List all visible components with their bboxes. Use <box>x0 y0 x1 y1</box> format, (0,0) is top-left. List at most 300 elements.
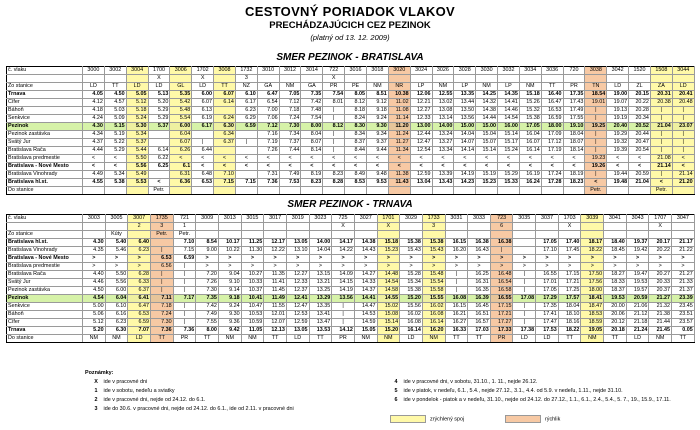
timetable-cell <box>581 223 604 231</box>
timetable-cell: 14.38 <box>476 107 498 115</box>
timetable-cell: 3033 <box>468 215 491 223</box>
timetable-cell: 6.16 <box>105 311 128 319</box>
timetable-cell: 3016 <box>345 67 367 75</box>
timetable-cell: 19.13 <box>607 107 629 115</box>
timetable-cell: 17.09 <box>541 131 563 139</box>
timetable-cell: TT <box>150 335 173 343</box>
timetable-cell: 14.32 <box>476 99 498 107</box>
timetable-cell: 13.35 <box>309 303 332 311</box>
timetable-cell: 20.48 <box>672 99 694 107</box>
timetable-cell: 6.47 <box>257 91 279 99</box>
timetable-cell: 5.46 <box>105 247 128 255</box>
timetable-cell: < <box>410 155 432 163</box>
timetable-cell: < <box>432 163 454 171</box>
timetable-cell: 5.50 <box>126 155 148 163</box>
timetable-cell: 3003 <box>83 215 106 223</box>
timetable-cell: 3018 <box>366 67 388 75</box>
timetable-cell: 7.17 <box>173 295 196 303</box>
timetable-cell: 14.55 <box>377 295 400 303</box>
timetable-cell: X <box>148 75 170 83</box>
timetable-cell: | <box>672 147 694 155</box>
timetable-cell: 11.14 <box>388 115 410 123</box>
timetable-cell: 21.44 <box>649 319 672 327</box>
timetable-cell: 5.34 <box>104 171 126 179</box>
timetable-cell: > <box>581 255 604 263</box>
timetable-cell <box>377 231 400 239</box>
timetable-cell: 5.20 <box>83 327 106 335</box>
timetable-cell: > <box>536 255 559 263</box>
timetable-cell: 15.18 <box>519 91 541 99</box>
timetable-cell <box>301 75 323 83</box>
timetable-cell <box>445 223 468 231</box>
timetable-cell: < <box>476 155 498 163</box>
note-key: 1 <box>94 388 98 394</box>
timetable-cell: NZ <box>235 83 257 91</box>
timetable-cell: > <box>581 263 604 271</box>
timetable-cell: 10.41 <box>241 295 264 303</box>
timetable-cell: 6.04 <box>105 295 128 303</box>
timetable-cell: 17.35 <box>563 91 585 99</box>
timetable-cell: 12.06 <box>410 91 432 99</box>
timetable-cell: 3013 <box>218 215 241 223</box>
timetable-cell: 9.34 <box>366 131 388 139</box>
timetable-cell: LP <box>498 83 520 91</box>
timetable-cell: 14.04 <box>309 247 332 255</box>
timetable-cell: 14.23 <box>454 179 476 187</box>
timetable-cell: | <box>173 311 196 319</box>
timetable-cell: < <box>235 155 257 163</box>
timetable-cell: 14.19 <box>454 171 476 179</box>
timetable-cell: 6.53 <box>150 255 173 263</box>
note-key: 4 <box>394 379 398 385</box>
table-row <box>7 147 695 155</box>
timetable-cell: 7.16 <box>257 131 279 139</box>
timetable-cell: 7.30 <box>279 123 301 131</box>
timetable-cell: 13.02 <box>432 99 454 107</box>
timetable-cell: 19.47 <box>626 271 649 279</box>
timetable-cell: 7.35 <box>196 295 219 303</box>
timetable-cell: 10.59 <box>241 319 264 327</box>
timetable-cell: NM <box>241 335 264 343</box>
timetable-cell: 15.34 <box>400 279 423 287</box>
timetable-cell: 12.44 <box>410 131 432 139</box>
timetable-cell: 9.42 <box>218 327 241 335</box>
timetable-cell: > <box>558 263 581 271</box>
timetable-cell: 3024 <box>410 67 432 75</box>
timetable-cell: 13.39 <box>432 171 454 179</box>
timetable-cell: 19.23 <box>585 155 607 163</box>
timetable-cell: > <box>309 255 332 263</box>
timetable-cell: 14.44 <box>476 115 498 123</box>
timetable-cell: LP <box>454 83 476 91</box>
table-row <box>7 311 695 319</box>
timetable-cell <box>354 231 377 239</box>
note-key: 3 <box>94 406 98 412</box>
timetable-cell: 5.03 <box>104 107 126 115</box>
timetable-cell: 10.38 <box>388 91 410 99</box>
timetable-cell <box>83 75 105 83</box>
timetable-cell: LD <box>626 335 649 343</box>
timetable-cell: | <box>650 131 672 139</box>
timetable-cell: < <box>83 155 105 163</box>
timetable-cell: < <box>519 155 541 163</box>
timetable-cell <box>672 75 694 83</box>
timetable-cell: 17.05 <box>536 287 559 295</box>
legend-label: zrýchlený spoj <box>430 416 465 423</box>
timetable-cell: 13.14 <box>432 115 454 123</box>
timetable-cell: 8.51 <box>366 91 388 99</box>
timetable-cell: 14.41 <box>498 99 520 107</box>
table-row <box>7 255 695 263</box>
timetable-cell: NM <box>649 335 672 343</box>
note-item <box>90 397 205 404</box>
timetable-cell: LD <box>607 83 629 91</box>
timetable-cell: 6.14 <box>214 99 236 107</box>
timetable-cell: 19.26 <box>585 163 607 171</box>
timetable-cell <box>148 131 170 139</box>
timetable-cell: LD <box>128 335 151 343</box>
timetable-cell: 17.56 <box>581 279 604 287</box>
timetable-cell: 4.35 <box>83 247 106 255</box>
timetable-cell: 13.05 <box>286 239 309 247</box>
timetable-cell: 8.44 <box>345 147 367 155</box>
timetable-cell: 11.27 <box>388 139 410 147</box>
table-row <box>7 263 695 271</box>
timetable-cell: > <box>264 255 287 263</box>
timetable-cell: 18.14 <box>563 147 585 155</box>
timetable-cell: 21.45 <box>649 327 672 335</box>
timetable-cell: 15.24 <box>498 147 520 155</box>
timetable-cell: > <box>377 255 400 263</box>
table-row <box>7 247 695 255</box>
timetable-cell: 20.40 <box>607 123 629 131</box>
timetable-cell: NM <box>218 335 241 343</box>
timetable-cell: > <box>626 263 649 271</box>
timetable-cell: > <box>377 263 400 271</box>
timetable-cell: | <box>323 139 345 147</box>
timetable-cell: 20.15 <box>629 91 651 99</box>
timetable-cell: Kúty <box>105 231 128 239</box>
timetable-cell <box>513 247 536 255</box>
timetable-cell: 17.05 <box>536 239 559 247</box>
timetable-cell: 16.07 <box>519 139 541 147</box>
table-row <box>7 319 695 327</box>
timetable-cell: 4.37 <box>83 139 105 147</box>
timetable-cell: | <box>672 107 694 115</box>
timetable-cell <box>513 239 536 247</box>
timetable-cell: 19.29 <box>607 131 629 139</box>
timetable-cell: 9.30 <box>366 123 388 131</box>
timetable-cell: TT <box>445 335 468 343</box>
timetable-cell: > <box>218 255 241 263</box>
timetable-cell: < <box>672 155 694 163</box>
timetable-cell <box>104 187 126 195</box>
timetable-cell: 19.07 <box>607 99 629 107</box>
timetable-cell: 16.47 <box>541 99 563 107</box>
timetable-cell: < <box>235 163 257 171</box>
timetable-cell: 19.25 <box>585 123 607 131</box>
timetable-cell: 3 <box>235 75 257 83</box>
timetable-cell: 7.24 <box>279 115 301 123</box>
timetable-cell: 13.05 <box>286 327 309 335</box>
note-text: ide v pracovné dni, nejde od 24.12. do 6.1. <box>102 397 206 403</box>
timetable-cell: > <box>83 263 106 271</box>
timetable-cell: 12.22 <box>264 247 287 255</box>
timetable-cell: 16.43 <box>468 247 491 255</box>
timetable-cell: 3036 <box>541 67 563 75</box>
legend-item <box>505 415 560 422</box>
station-name: Pezinok zastávka <box>7 287 83 295</box>
timetable-cell: 9.37 <box>366 139 388 147</box>
timetable-cell: > <box>105 263 128 271</box>
timetable-cell: 7.54 <box>301 115 323 123</box>
timetable-cell: 8.53 <box>345 179 367 187</box>
timetable-cell: 6.29 <box>235 115 257 123</box>
timetable-cell: 4.46 <box>83 279 106 287</box>
timetable-cell: 19.05 <box>581 327 604 335</box>
timetable-cell: TT <box>309 335 332 343</box>
timetable-cell: 8.01 <box>323 99 345 107</box>
timetable-cell: 3004 <box>126 67 148 75</box>
timetable-cell: > <box>422 255 445 263</box>
timetable-cell: > <box>196 263 219 271</box>
timetable-cell <box>513 223 536 231</box>
timetable-cell: 12.59 <box>410 171 432 179</box>
timetable-cell: 7.36 <box>173 327 196 335</box>
station-name: Bratislava predmestie <box>7 155 83 163</box>
timetable-cell: 21.18 <box>626 319 649 327</box>
timetable-cell: NM <box>519 83 541 91</box>
timetable-cell: < <box>192 163 214 171</box>
note-key: 5 <box>394 388 398 394</box>
timetable-cell: 4.49 <box>83 171 105 179</box>
note-text: ide v pondelok - piatok a v nedeľu, 31.10., nejde od 24.12. do 27.12., 1.1., 6.1., 2.4., 5.4., 5. 7., 19., 15.9., 17.11. <box>402 397 671 403</box>
note-text: ide v sobotu, nedeľu a sviatky <box>102 388 175 394</box>
timetable-cell: < <box>672 163 694 171</box>
timetable-cell: 20.52 <box>629 123 651 131</box>
table-row <box>7 223 695 231</box>
timetable-cell: 3009 <box>196 215 219 223</box>
timetable-cell: 19.53 <box>604 295 627 303</box>
timetable-cell: > <box>332 255 355 263</box>
timetable-cell: 7.36 <box>150 327 173 335</box>
timetable-cell <box>604 223 627 231</box>
timetable-cell: 17.15 <box>558 271 581 279</box>
timetable-cell <box>332 231 355 239</box>
timetable-cell: 3020 <box>388 67 410 75</box>
timetable-cell: < <box>279 163 301 171</box>
timetable-cell: 3041 <box>604 215 627 223</box>
timetable-cell: > <box>241 255 264 263</box>
timetable-cell: TT <box>558 335 581 343</box>
timetable-cell: 16.02 <box>400 311 423 319</box>
timetable-cell: X <box>323 75 345 83</box>
timetable-cell: GL <box>170 83 192 91</box>
timetable-cell: 3005 <box>105 215 128 223</box>
timetable-cell <box>490 231 513 239</box>
timetable-cell: LD <box>192 83 214 91</box>
timetable-cell <box>148 171 170 179</box>
timetable-cell: < <box>541 163 563 171</box>
timetable-cell: | <box>513 303 536 311</box>
timetable-cell <box>410 187 432 195</box>
timetable-cell: | <box>650 171 672 179</box>
timetable-cell: 10.37 <box>241 287 264 295</box>
timetable-cell: Petr. <box>585 187 607 195</box>
timetable-cell: TT <box>264 335 287 343</box>
timetable-cell <box>257 187 279 195</box>
timetable-cell: 7.54 <box>323 91 345 99</box>
timetable-cell <box>126 187 148 195</box>
timetable-cell: < <box>257 155 279 163</box>
timetable-cell: 7.00 <box>257 107 279 115</box>
timetable-cell: LD <box>286 335 309 343</box>
timetable-cell: 11.35 <box>264 271 287 279</box>
timetable-cell: 14.00 <box>309 239 332 247</box>
timetable-cell <box>264 223 287 231</box>
timetable-cell: 9.18 <box>218 295 241 303</box>
timetable-cell: 6 <box>490 223 513 231</box>
timetable-cell: 18.40 <box>604 239 627 247</box>
timetable-cell: 5.38 <box>104 179 126 187</box>
timetable-cell: 17.01 <box>536 279 559 287</box>
timetable-cell: 21.20 <box>672 179 694 187</box>
timetable-cell: 15.33 <box>498 179 520 187</box>
timetable-cell: 13.10 <box>286 247 309 255</box>
timetable-cell: 16.53 <box>541 107 563 115</box>
timetable-cell: 15.56 <box>400 303 423 311</box>
timetable-cell: 1707 <box>649 215 672 223</box>
table-row <box>7 303 695 311</box>
timetable-cell: 15.04 <box>476 131 498 139</box>
timetable-cell: 6.48 <box>192 171 214 179</box>
timetable-cell: 3031 <box>445 215 468 223</box>
timetable-cell: 12.17 <box>264 239 287 247</box>
timetable-cell: 14.15 <box>332 279 355 287</box>
station-name: Bratislava Vinohrady <box>7 247 83 255</box>
timetable-cell: 15.38 <box>422 239 445 247</box>
timetable-cell: 17.45 <box>558 247 581 255</box>
timetable-cell: 17.10 <box>536 247 559 255</box>
timetable-cell: > <box>490 255 513 263</box>
timetable-cell: NM <box>279 83 301 91</box>
table-row <box>7 271 695 279</box>
timetable-cell: 10.47 <box>241 303 264 311</box>
timetable-cell: 5.56 <box>126 163 148 171</box>
table-row <box>7 215 695 223</box>
timetable-cell: 23.51 <box>672 311 695 319</box>
note-key: X <box>94 379 98 385</box>
timetable-cell: | <box>173 303 196 311</box>
timetable-cell <box>563 187 585 195</box>
timetable-cell: 19.10 <box>563 123 585 131</box>
timetable-cell: < <box>607 163 629 171</box>
timetable-cell: LD <box>83 83 105 91</box>
timetable-cell: 5.29 <box>104 147 126 155</box>
station-name: Do stanice <box>7 335 83 343</box>
timetable-cell: < <box>519 163 541 171</box>
timetable-cell: 16.58 <box>490 287 513 295</box>
timetable-cell: 8.14 <box>301 147 323 155</box>
timetable-cell: 17.38 <box>513 327 536 335</box>
timetable-cell: ZA <box>650 83 672 91</box>
timetable-cell <box>286 223 309 231</box>
timetable-cell: 17.12 <box>541 139 563 147</box>
timetable-cell: 9.14 <box>218 287 241 295</box>
timetable-cell: 725 <box>332 215 355 223</box>
timetable-cell: X <box>377 223 400 231</box>
timetable-cell: 23.39 <box>672 295 695 303</box>
timetable-cell: 19.42 <box>626 247 649 255</box>
timetable-cell: 19.00 <box>607 91 629 99</box>
section-title-to-bratislava: SMER PEZINOK - BRATISLAVA <box>276 52 424 63</box>
timetable-cell: < <box>607 155 629 163</box>
timetable-cell: 6.00 <box>192 91 214 99</box>
timetable-cell: < <box>323 155 345 163</box>
timetable-cell: | <box>192 139 214 147</box>
timetable-cell: 16.04 <box>519 131 541 139</box>
timetable-cell: 13.00 <box>410 123 432 131</box>
timetable-cell: 6.23 <box>235 107 257 115</box>
timetable-cell: 7.26 <box>196 279 219 287</box>
timetable-cell: 20.59 <box>626 295 649 303</box>
timetable-cell <box>170 187 192 195</box>
timetable-cell: 18.04 <box>558 303 581 311</box>
station-name: Cífer <box>7 99 83 107</box>
timetable-cell: < <box>410 163 432 171</box>
timetable-cell: 16.45 <box>468 303 491 311</box>
timetable-cell: 6.07 <box>170 139 192 147</box>
timetable-cell: 16.20 <box>422 327 445 335</box>
timetable-cell: 10.27 <box>241 271 264 279</box>
timetable-cell: | <box>650 147 672 155</box>
timetable-cell: X <box>649 223 672 231</box>
timetable-cell <box>309 223 332 231</box>
timetable-cell <box>354 223 377 231</box>
timetable-cell <box>366 187 388 195</box>
timetable-cell: 18.00 <box>581 287 604 295</box>
timetable-cell: 14.33 <box>354 279 377 287</box>
timetable-cell: 17.27 <box>490 319 513 327</box>
timetable-cell: 14.58 <box>377 287 400 295</box>
station-name: Bratislava predmestie <box>7 263 83 271</box>
timetable-cell: 14.12 <box>332 327 355 335</box>
timetable-cell: 3007 <box>128 215 151 223</box>
timetable-cell: 14.43 <box>354 247 377 255</box>
timetable-cell: | <box>173 287 196 295</box>
timetable-cell: 7.42 <box>196 303 219 311</box>
timetable-cell: 6.00 <box>170 123 192 131</box>
timetable-cell: X <box>332 223 355 231</box>
timetable-cell <box>629 75 651 83</box>
note-item <box>90 379 147 386</box>
timetable-cell <box>323 187 345 195</box>
timetable-cell: NM <box>83 335 106 343</box>
timetable-cell: 3035 <box>513 215 536 223</box>
timetable-cell: 20.18 <box>604 327 627 335</box>
timetable-cell: 15.29 <box>498 171 520 179</box>
timetable-cell: 15.26 <box>519 99 541 107</box>
timetable-cell: 20.47 <box>629 139 651 147</box>
timetable-cell: 4.40 <box>83 271 106 279</box>
timetable-cell: 6.56 <box>150 263 173 271</box>
timetable-cell: 21.08 <box>650 155 672 163</box>
timetable-cell: 7.10 <box>214 171 236 179</box>
timetable-cell: 7.15 <box>173 247 196 255</box>
timetable-cell <box>400 223 423 231</box>
timetable-cell: 17.25 <box>558 287 581 295</box>
timetable-cell: < <box>388 163 410 171</box>
